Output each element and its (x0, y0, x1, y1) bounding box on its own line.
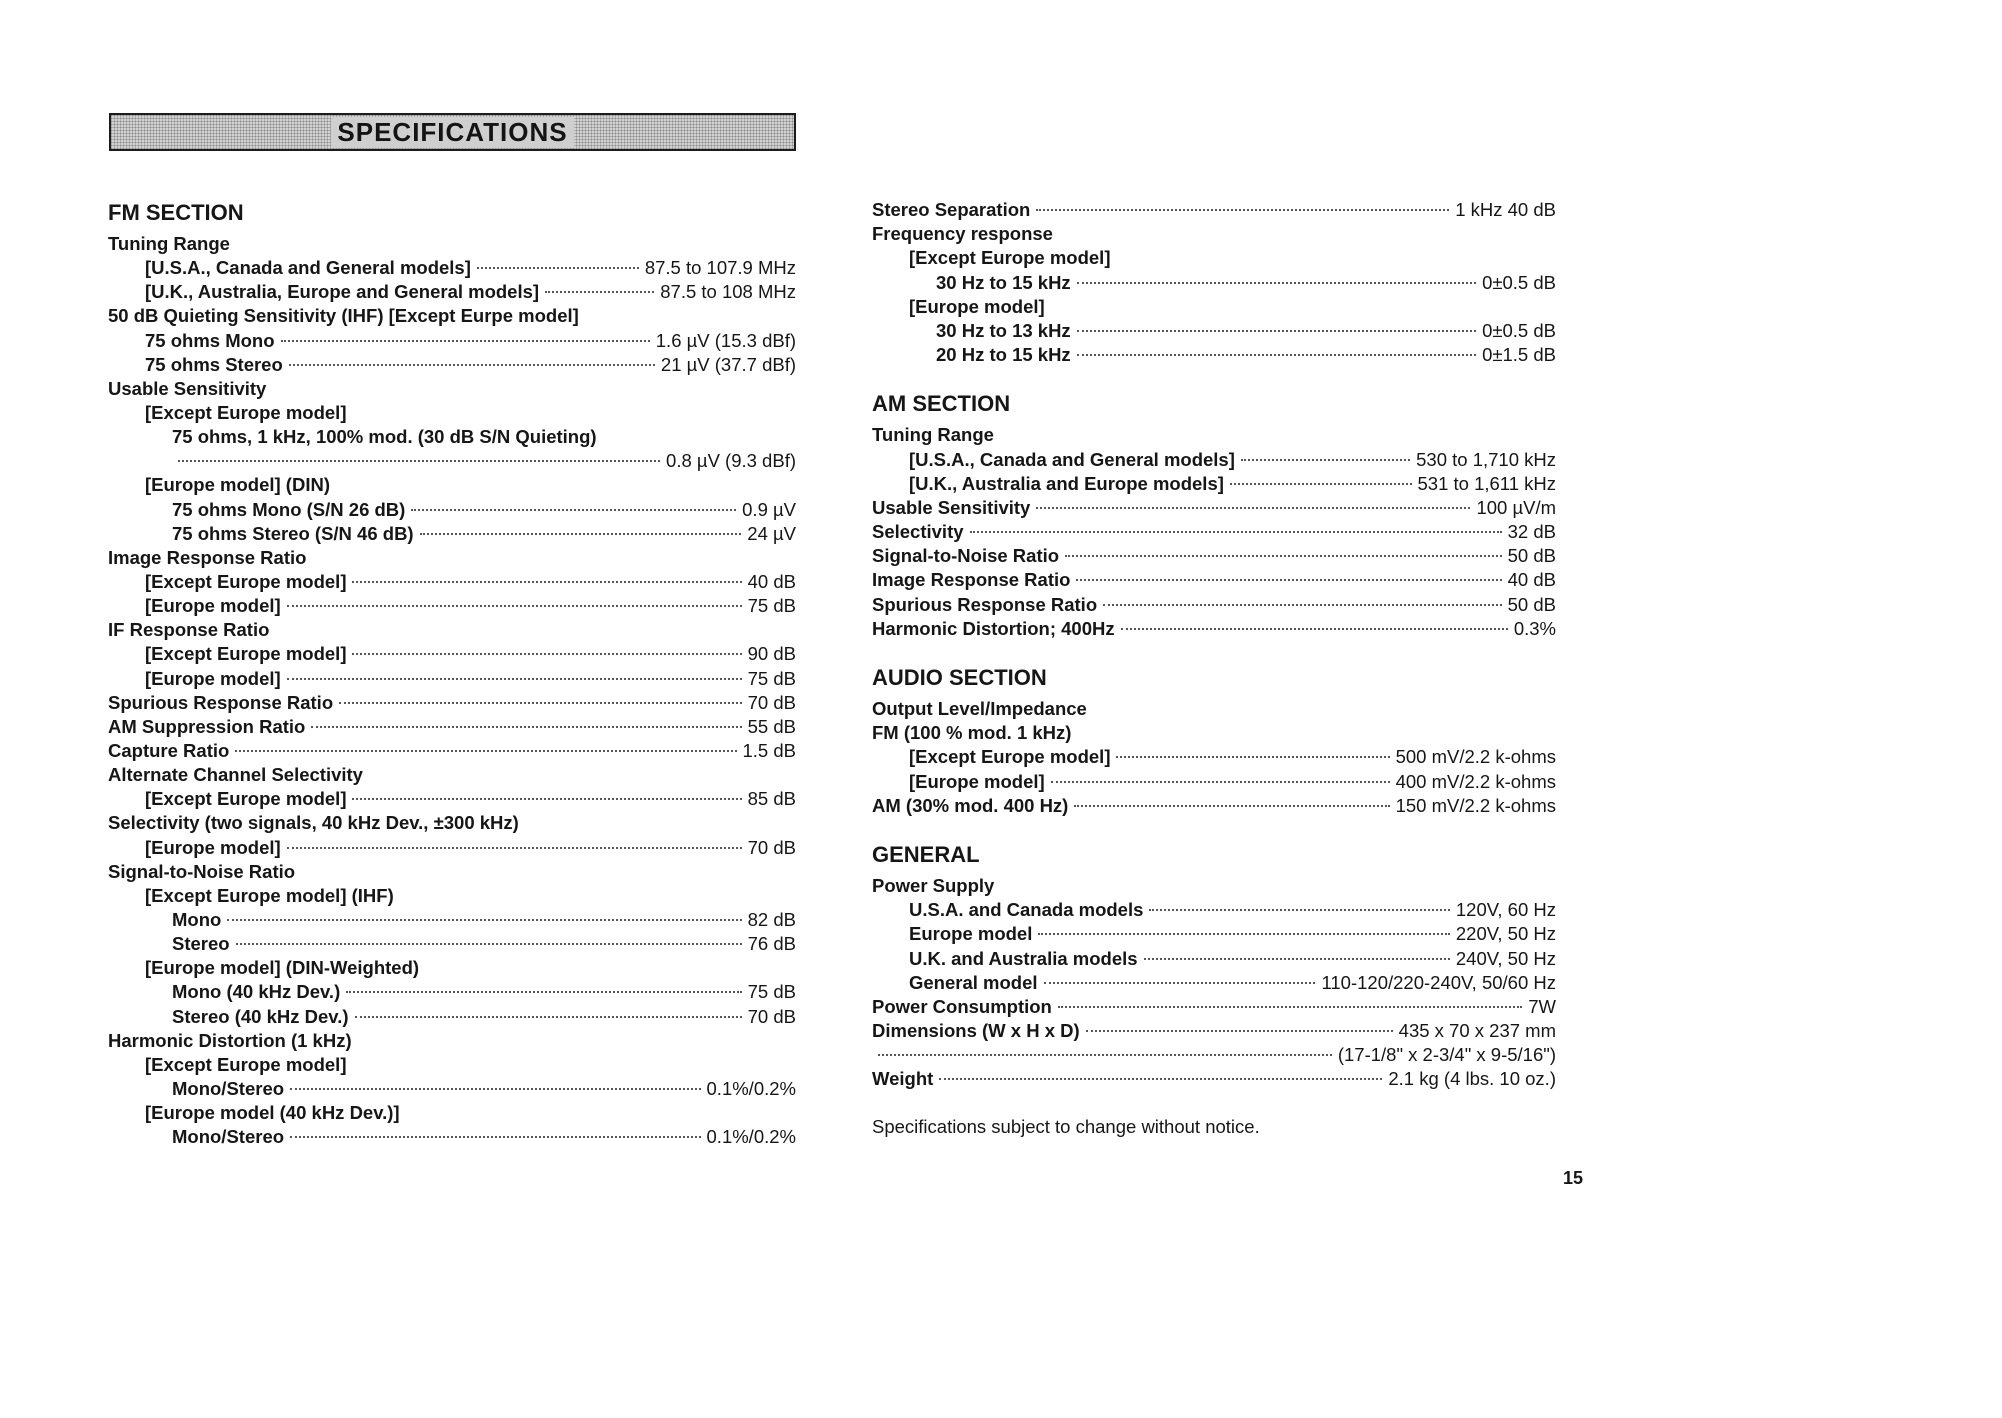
spec-label: Harmonic Distortion; 400Hz (872, 617, 1115, 639)
spec-label: 50 dB Quieting Sensitivity (IHF) [Except Eurpe model] (108, 305, 579, 327)
spec-label: Spurious Response Ratio (108, 691, 334, 713)
spec-value: 85 dB (747, 788, 796, 810)
spec-label: Signal-to-Noise Ratio (108, 860, 296, 882)
spec-row (108, 401, 796, 425)
spec-value: 400 mV/2.2 k-ohms (1395, 770, 1556, 792)
spec-row (872, 922, 1556, 946)
spec-row (872, 617, 1556, 641)
dot-leader (545, 291, 654, 293)
spec-row (872, 1043, 1556, 1067)
spec-value: 0.1%/0.2% (706, 1126, 796, 1148)
spec-row (108, 329, 796, 353)
spec-label: Frequency response (872, 223, 1053, 245)
spec-label: Selectivity (two signals, 40 kHz Dev., ±300 kHz) (108, 812, 519, 834)
dot-leader (411, 509, 736, 511)
dot-leader (1076, 579, 1501, 581)
spec-label: [Europe model] (145, 595, 281, 617)
spec-label: U.S.A. and Canada models (909, 899, 1144, 921)
spec-value: 0.8 µV (9.3 dBf) (666, 450, 796, 472)
spec-value: 1.6 µV (15.3 dBf) (655, 329, 796, 351)
spec-label: [Europe model] (145, 667, 281, 689)
dot-leader (339, 702, 742, 704)
dot-leader (477, 267, 639, 269)
dot-leader (352, 581, 741, 583)
spec-row (108, 570, 796, 594)
spec-label: [Except Europe model] (909, 746, 1111, 768)
spec-value: 87.5 to 108 MHz (660, 281, 796, 303)
fm-section-title: FM SECTION (108, 200, 244, 225)
spec-value: 87.5 to 107.9 MHz (644, 257, 796, 279)
dot-leader (1065, 555, 1502, 557)
dot-leader (236, 943, 742, 945)
spec-row (108, 642, 796, 666)
dot-leader (1144, 958, 1450, 960)
spec-label: General model (909, 971, 1038, 993)
spec-value: 240V, 50 Hz (1455, 947, 1556, 969)
spec-label: Stereo (40 kHz Dev.) (172, 1005, 349, 1027)
am-spec-list (872, 423, 1556, 641)
dot-leader (1058, 1006, 1522, 1008)
spec-value: 50 dB (1507, 593, 1556, 615)
spec-label: [Except Europe model] (909, 247, 1111, 269)
spec-label: [U.S.A., Canada and General models] (145, 257, 471, 279)
spec-label: 20 Hz to 15 kHz (936, 344, 1071, 366)
spec-label: Mono (172, 908, 222, 930)
right-column (872, 198, 1556, 1140)
spec-row (872, 544, 1556, 568)
spec-label: Usable Sensitivity (108, 377, 267, 399)
spec-row (872, 496, 1556, 520)
dot-leader (1077, 282, 1476, 284)
specifications-banner (109, 113, 796, 151)
spec-value: 40 dB (747, 570, 796, 592)
spec-value: 0±0.5 dB (1482, 271, 1556, 293)
spec-row (108, 1125, 796, 1149)
dot-leader (1036, 507, 1470, 509)
spec-label: Image Response Ratio (872, 569, 1071, 591)
spec-row (108, 980, 796, 1004)
spec-row (872, 995, 1556, 1019)
spec-value: (17-1/8" x 2-3/4" x 9-5/16") (1337, 1044, 1556, 1066)
am-section-title: AM SECTION (872, 391, 1011, 417)
spec-row (108, 787, 796, 811)
spec-label: Stereo Separation (872, 199, 1031, 220)
spec-row (108, 1029, 796, 1053)
spec-row (872, 271, 1556, 295)
spec-label: Dimensions (W x H x D) (872, 1020, 1080, 1042)
spec-row (108, 232, 796, 256)
spec-value: 21 µV (37.7 dBf) (660, 353, 796, 375)
spec-value: 150 mV/2.2 k-ohms (1395, 794, 1556, 816)
spec-row (872, 721, 1556, 745)
spec-row (108, 956, 796, 980)
spec-row (108, 715, 796, 739)
spec-label: [Except Europe model] (145, 643, 347, 665)
general-spec-list (872, 874, 1556, 1092)
spec-value: 435 x 70 x 237 mm (1398, 1020, 1556, 1042)
spec-row (872, 770, 1556, 794)
spec-label: Power Consumption (872, 995, 1052, 1017)
spec-row (872, 319, 1556, 343)
spec-row (872, 971, 1556, 995)
spec-value: 50 dB (1507, 545, 1556, 567)
spec-value: 70 dB (747, 1005, 796, 1027)
spec-value: 82 dB (747, 908, 796, 930)
spec-value: 120V, 60 Hz (1455, 899, 1556, 921)
spec-row (108, 1101, 796, 1125)
spec-label: Mono/Stereo (172, 1126, 285, 1148)
dot-leader (1038, 933, 1450, 935)
dot-leader (1230, 483, 1412, 485)
spec-row (872, 745, 1556, 769)
spec-row (108, 522, 796, 546)
dot-leader (287, 678, 742, 680)
spec-label: Alternate Channel Selectivity (108, 764, 363, 786)
dot-leader (878, 1054, 1332, 1056)
spec-row (108, 763, 796, 787)
fm-spec-list (108, 232, 796, 1149)
dot-leader (290, 1088, 700, 1090)
spec-row (872, 343, 1556, 367)
dot-leader (1086, 1030, 1393, 1032)
dot-leader (970, 531, 1502, 533)
dot-leader (355, 1016, 742, 1018)
dot-leader (1044, 982, 1316, 984)
dot-leader (1077, 330, 1476, 332)
spec-label: 75 ohms Stereo (145, 353, 283, 375)
spec-value: 24 µV (747, 522, 796, 544)
spec-row (872, 898, 1556, 922)
dot-leader (235, 750, 736, 752)
spec-label: Usable Sensitivity (872, 496, 1031, 518)
spec-label: [Europe model] (909, 770, 1045, 792)
spec-label: [Except Europe model] (145, 788, 347, 810)
dot-leader (1036, 209, 1449, 211)
spec-label: Stereo (172, 933, 230, 955)
dot-leader (287, 847, 742, 849)
spec-row (872, 295, 1556, 319)
spec-row (872, 246, 1556, 270)
spec-label: Capture Ratio (108, 739, 230, 761)
spec-label: AM Suppression Ratio (108, 715, 306, 737)
spec-row (872, 1067, 1556, 1091)
page-number: 15 (1563, 1168, 1584, 1188)
spec-label: [Except Europe model] (145, 401, 347, 423)
spec-label: [Europe model] (909, 295, 1045, 317)
spec-row (872, 520, 1556, 544)
spec-label: [Europe model] (145, 836, 281, 858)
spec-row (108, 353, 796, 377)
spec-label: 75 ohms Stereo (S/N 46 dB) (172, 522, 414, 544)
spec-row (108, 618, 796, 642)
spec-row (108, 449, 796, 473)
spec-row (872, 568, 1556, 592)
spec-label: [Europe model] (DIN-Weighted) (145, 957, 420, 979)
dot-leader (281, 340, 650, 342)
spec-label: [U.S.A., Canada and General models] (909, 448, 1235, 470)
spec-row (108, 860, 796, 884)
spec-value: 70 dB (747, 691, 796, 713)
spec-row (872, 874, 1556, 898)
spec-value: 75 dB (747, 595, 796, 617)
spec-value: 0.9 µV (742, 498, 796, 520)
dot-leader (1077, 354, 1476, 356)
spec-row (872, 448, 1556, 472)
spec-row (108, 932, 796, 956)
banner-title: SPECIFICATIONS (331, 117, 573, 148)
dot-leader (352, 798, 741, 800)
dot-leader (1074, 805, 1389, 807)
spec-value: 55 dB (747, 715, 796, 737)
spec-value: 1.5 dB (742, 739, 796, 761)
spec-row (108, 280, 796, 304)
spec-label: [Except Europe model] (145, 1053, 347, 1075)
spec-value: 7W (1528, 995, 1556, 1017)
spec-label: 30 Hz to 15 kHz (936, 271, 1071, 293)
spec-value: 500 mV/2.2 k-ohms (1395, 746, 1556, 768)
spec-label: AM (30% mod. 400 Hz) (872, 794, 1069, 816)
dot-leader (290, 1136, 700, 1138)
dot-leader (1121, 628, 1508, 630)
dot-leader (227, 919, 741, 921)
dot-leader (939, 1078, 1382, 1080)
dot-leader (346, 991, 741, 993)
spec-row (108, 1053, 796, 1077)
spec-row (108, 667, 796, 691)
dot-leader (178, 460, 660, 462)
spec-value: 2.1 kg (4 lbs. 10 oz.) (1388, 1068, 1556, 1090)
spec-value: 0±0.5 dB (1482, 319, 1556, 341)
spec-row (108, 908, 796, 932)
spec-label: 75 ohms Mono (S/N 26 dB) (172, 498, 406, 520)
spec-value: 90 dB (747, 643, 796, 665)
spec-value: 75 dB (747, 981, 796, 1003)
spec-row (872, 1019, 1556, 1043)
spec-label: Tuning Range (108, 233, 230, 254)
spec-value: 76 dB (747, 933, 796, 955)
spec-row (872, 794, 1556, 818)
spec-label: Power Supply (872, 874, 995, 896)
spec-label: Selectivity (872, 521, 964, 543)
spec-row (872, 947, 1556, 971)
spec-label: FM (100 % mod. 1 kHz) (872, 722, 1072, 744)
spec-row (108, 377, 796, 401)
spec-label: 75 ohms Mono (145, 329, 275, 351)
spec-row (872, 423, 1556, 447)
spec-label: Tuning Range (872, 424, 994, 446)
spec-row (108, 425, 796, 449)
audio-section-title: AUDIO SECTION (872, 665, 1047, 690)
dot-leader (1149, 909, 1449, 911)
spec-row (108, 1077, 796, 1101)
spec-row (872, 472, 1556, 496)
spec-label: [U.K., Australia, Europe and General models] (145, 281, 540, 303)
dot-leader (289, 364, 655, 366)
dot-leader (311, 726, 741, 728)
spec-label: 75 ohms, 1 kHz, 100% mod. (30 dB S/N Quieting) (172, 426, 597, 448)
dot-leader (420, 533, 742, 535)
spec-label: IF Response Ratio (108, 619, 270, 641)
spec-row (108, 811, 796, 835)
spec-label: Mono/Stereo (172, 1077, 285, 1099)
dot-leader (1103, 604, 1502, 606)
spec-label: Spurious Response Ratio (872, 593, 1098, 615)
spec-value: 530 to 1,710 kHz (1416, 448, 1556, 470)
spec-value: 531 to 1,611 kHz (1417, 472, 1556, 494)
dot-leader (352, 653, 741, 655)
spec-label: [U.K., Australia and Europe models] (909, 472, 1224, 494)
spec-value: 1 kHz 40 dB (1455, 199, 1556, 220)
spec-label: [Except Europe model] (IHF) (145, 884, 394, 906)
spec-row (872, 222, 1556, 246)
spec-value: 75 dB (747, 667, 796, 689)
spec-row (108, 304, 796, 328)
spec-value: 100 µV/m (1476, 496, 1556, 518)
spec-label: Mono (40 kHz Dev.) (172, 981, 341, 1003)
spec-row (108, 256, 796, 280)
disclaimer-note: Specifications subject to change without notice. (872, 1115, 1260, 1137)
audio-spec-list (872, 697, 1556, 818)
spec-value: 0.3% (1513, 617, 1556, 639)
spec-label: Weight (872, 1068, 934, 1090)
spec-value: 0±1.5 dB (1482, 344, 1556, 366)
spec-row (108, 1005, 796, 1029)
spec-value: 32 dB (1507, 521, 1556, 543)
spec-label: Europe model (909, 923, 1033, 945)
spec-row (108, 884, 796, 908)
spec-row (872, 198, 1556, 222)
spec-value: 0.1%/0.2% (706, 1077, 796, 1099)
dot-leader (1241, 459, 1410, 461)
spec-row (872, 593, 1556, 617)
spec-value: 70 dB (747, 836, 796, 858)
dot-leader (1116, 756, 1389, 758)
spec-label: U.K. and Australia models (909, 947, 1138, 969)
spec-label: Harmonic Distortion (1 kHz) (108, 1029, 352, 1051)
spec-label: 30 Hz to 13 kHz (936, 319, 1071, 341)
spec-row (872, 697, 1556, 721)
general-section-title: GENERAL (872, 841, 980, 867)
spec-value: 220V, 50 Hz (1455, 923, 1556, 945)
spec-row (108, 498, 796, 522)
left-column (108, 198, 796, 1149)
spec-row (108, 739, 796, 763)
spec-row (108, 473, 796, 497)
spec-label: [Europe model (40 kHz Dev.)] (145, 1102, 400, 1124)
dot-leader (287, 605, 742, 607)
spec-label: [Except Europe model] (145, 570, 347, 592)
spec-row (108, 691, 796, 715)
dot-leader (1051, 781, 1390, 783)
spec-row (108, 546, 796, 570)
spec-value: 40 dB (1507, 569, 1556, 591)
spec-row (108, 594, 796, 618)
fm-spec-list-continued (872, 198, 1556, 367)
spec-label: Image Response Ratio (108, 546, 307, 568)
spec-row (108, 836, 796, 860)
spec-label: Output Level/Impedance (872, 698, 1087, 719)
spec-value: 110-120/220-240V, 50/60 Hz (1321, 971, 1556, 993)
spec-label: [Europe model] (DIN) (145, 474, 330, 496)
spec-label: Signal-to-Noise Ratio (872, 545, 1060, 567)
